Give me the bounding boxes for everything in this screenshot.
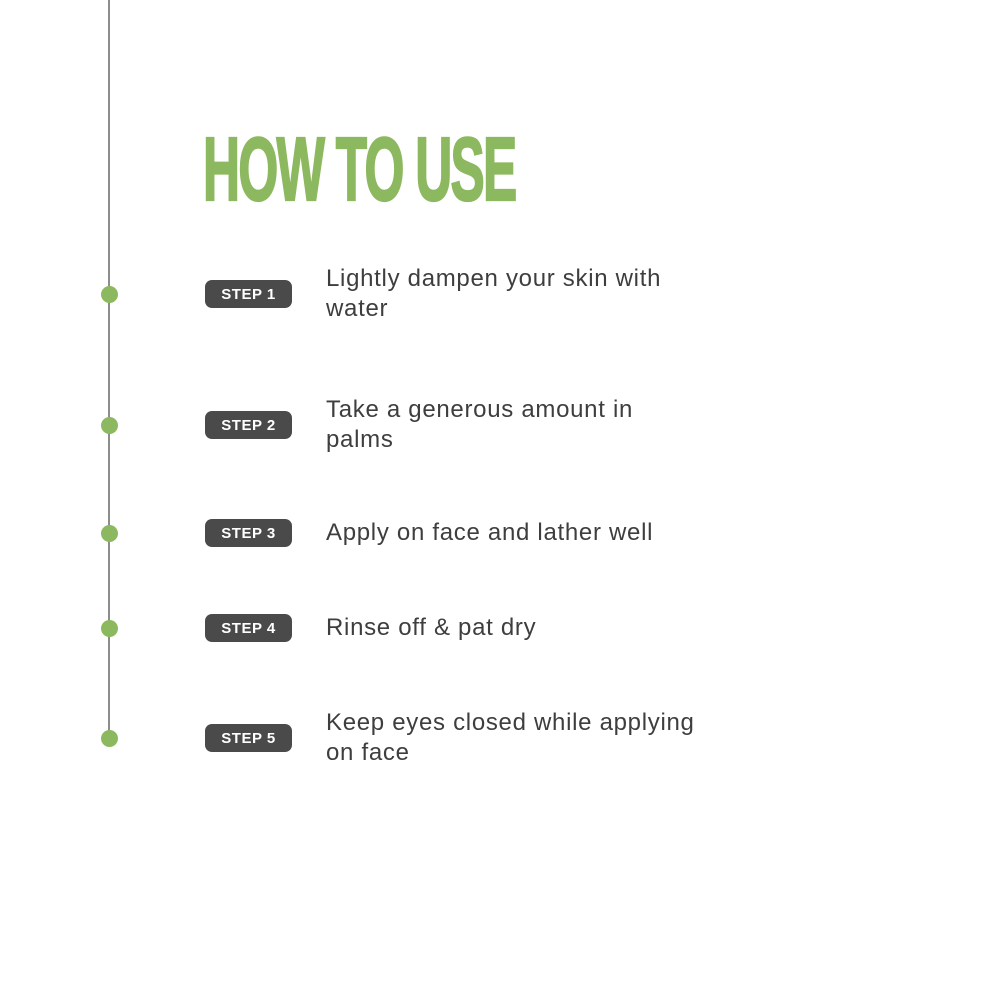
step-text: [326, 518, 653, 548]
step-text-line: water: [326, 295, 389, 322]
step-text-line: Apply on face and lather well: [326, 519, 654, 546]
step-text-line: Keep eyes closed while applying: [326, 709, 695, 736]
timeline-dot: [101, 620, 118, 637]
timeline-dot: [101, 525, 118, 542]
page-title: HOW TO USE: [203, 120, 516, 220]
step-row-1: [101, 244, 841, 344]
step-text-line: Rinse off & pat dry: [326, 614, 537, 641]
step-row-4: [101, 578, 841, 678]
step-text: [326, 613, 536, 643]
step-row-2: [101, 375, 841, 475]
step-badge: STEP 1: [205, 280, 292, 308]
step-text-line: palms: [326, 426, 394, 453]
step-text-line: Take a generous amount in: [326, 396, 634, 423]
step-badge: STEP 2: [205, 411, 292, 439]
step-text: [326, 395, 633, 455]
timeline-dot: [101, 730, 118, 747]
step-row-5: [101, 688, 841, 788]
step-row-3: [101, 483, 841, 583]
step-text-line: on face: [326, 739, 410, 766]
step-text: [326, 264, 661, 324]
timeline-dot: [101, 417, 118, 434]
step-text-line: Lightly dampen your skin with: [326, 265, 662, 292]
step-badge: STEP 5: [205, 724, 292, 752]
step-badge: STEP 4: [205, 614, 292, 642]
step-badge: STEP 3: [205, 519, 292, 547]
timeline-dot: [101, 286, 118, 303]
step-text: [326, 708, 695, 768]
